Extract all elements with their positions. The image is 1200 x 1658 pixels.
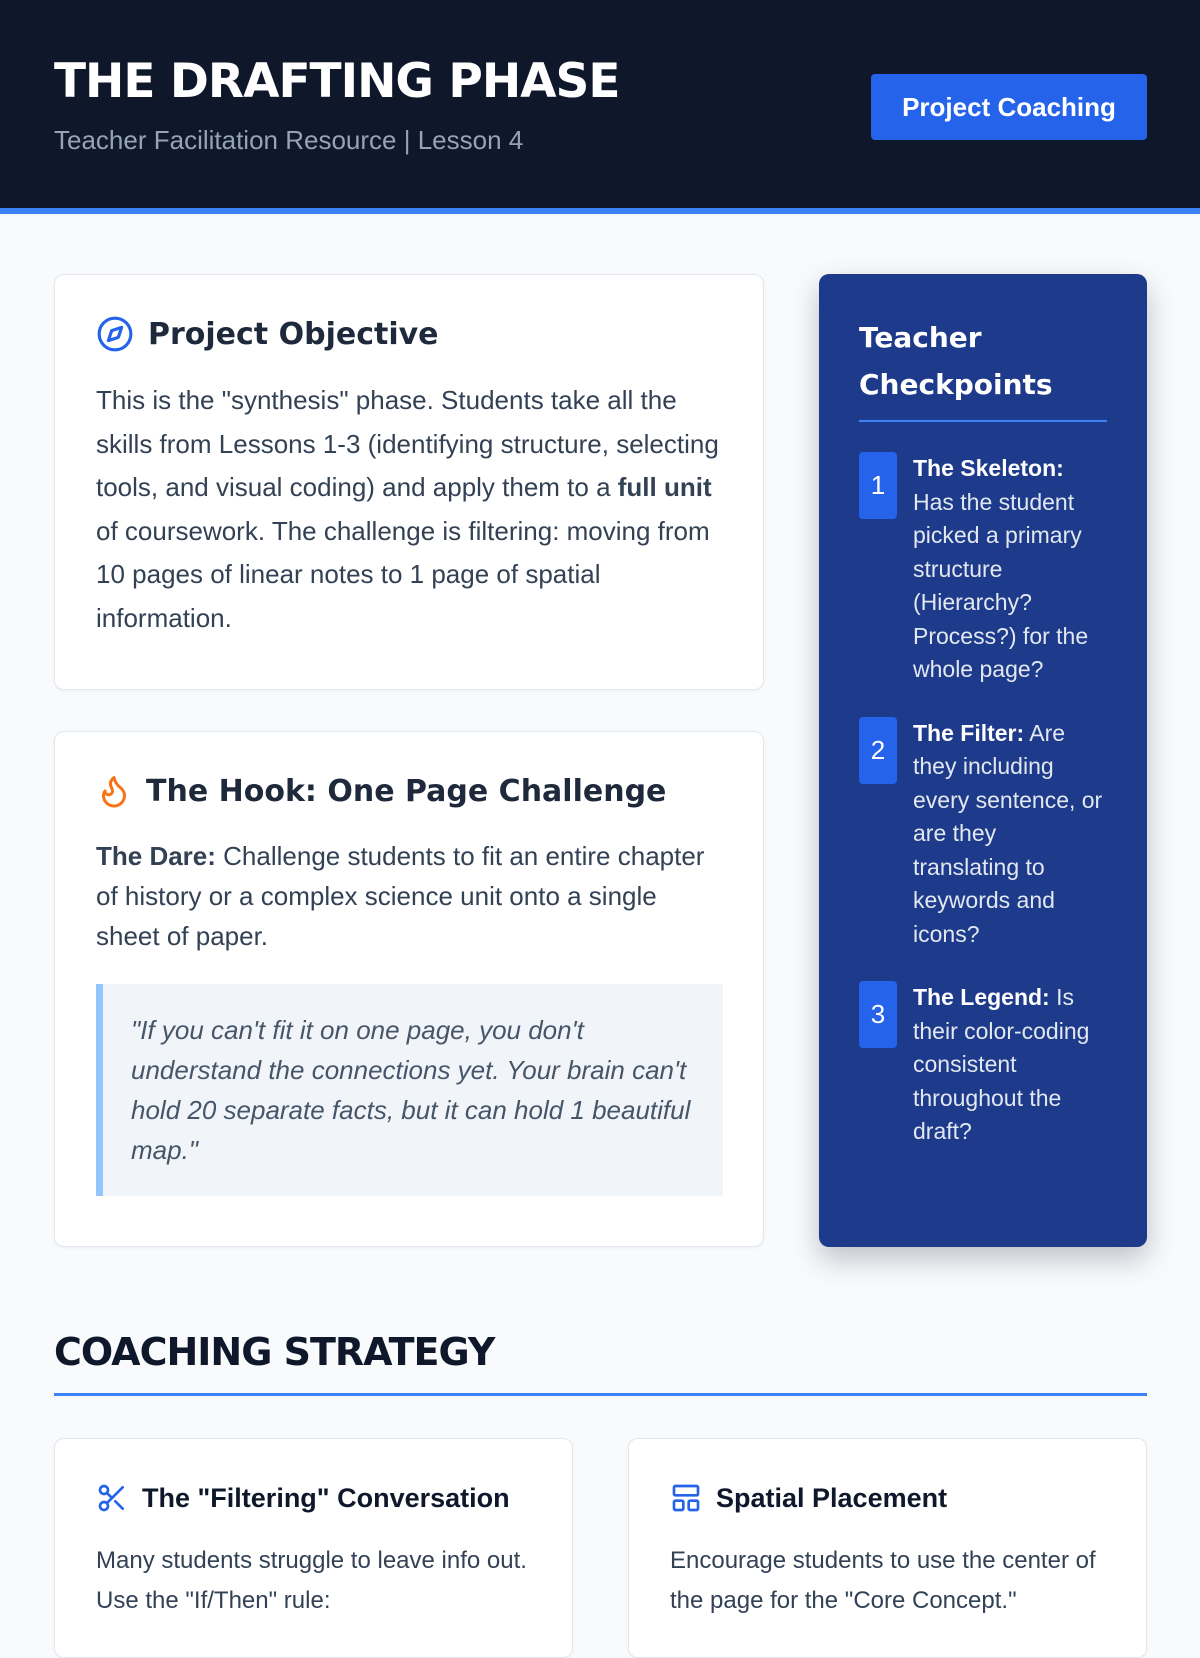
spatial-text: Encourage students to use the center of the page for the "Core Concept." xyxy=(670,1547,1096,1614)
full-unit-emphasis: full unit xyxy=(617,472,712,502)
filtering-heading xyxy=(96,1479,532,1517)
flame-icon xyxy=(96,772,132,810)
filtering-text: Many students struggle to leave info out. Use the "If/Then" rule: xyxy=(96,1547,527,1614)
spatial-placement-card xyxy=(628,1438,1147,1658)
checkpoint-text: The Legend: Is their color-coding consistent throughout the draft? xyxy=(913,984,1090,1144)
checkpoint-text: The Filter: Are they including every sentence, or are they translating to keywords and icons? xyxy=(913,719,1103,947)
checkpoint-item xyxy=(859,452,1107,687)
scissors-icon xyxy=(96,1482,128,1514)
layout-icon xyxy=(670,1482,702,1514)
hook-quote: "If you can't fit it on one page, you don't understand the connections yet. Your brain can't hold 20 separate facts, but it can hold 1 beautiful map." xyxy=(96,984,723,1196)
teacher-checkpoints-panel xyxy=(819,274,1147,1247)
hook-heading xyxy=(96,772,723,810)
project-objective-text: This is the "synthesis" phase. Students take all the skills from Lessons 1-3 (identifying structure, selecting tools, and visual coding) and apply them to a full unit of coursework. The challenge is filtering: moving from 10 pages of linear notes to 1 page of spatial information. xyxy=(96,385,719,633)
filtering-conversation-card xyxy=(54,1438,573,1658)
dare-label: The Dare: xyxy=(96,841,216,871)
hook-dare-text: The Dare: Challenge students to fit an entire chapter of history or a complex science unit onto a single sheet of paper. xyxy=(96,841,705,951)
hook-title: The Hook: One Page Challenge xyxy=(146,773,667,809)
compass-icon xyxy=(96,315,134,353)
checkpoint-number: 1 xyxy=(859,452,897,519)
filtering-title: The "Filtering" Conversation xyxy=(142,1482,510,1513)
coaching-strategy-heading: COACHING STRATEGY xyxy=(54,1330,495,1374)
checkpoint-number: 2 xyxy=(859,717,897,784)
checkpoints-title: Teacher Checkpoints xyxy=(859,314,1107,422)
checkpoint-number: 3 xyxy=(859,981,897,1048)
project-objective-card xyxy=(54,274,764,690)
section-divider xyxy=(54,1393,1147,1396)
spatial-heading xyxy=(670,1479,1106,1517)
checkpoint-text: The Skeleton: Has the student picked a primary structure (Hierarchy? Process?) for the whole page? xyxy=(913,455,1089,682)
checkpoint-item xyxy=(859,717,1107,952)
spatial-title: Spatial Placement xyxy=(716,1482,948,1513)
project-coaching-button[interactable]: Project Coaching xyxy=(871,74,1147,140)
page-subtitle: Teacher Facilitation Resource | Lesson 4 xyxy=(54,125,524,155)
hook-card xyxy=(54,731,764,1247)
project-objective-title: Project Objective xyxy=(148,316,439,352)
checkpoint-item xyxy=(859,981,1107,1149)
project-objective-heading xyxy=(96,315,723,353)
page-header xyxy=(0,0,1200,214)
page-title: THE DRAFTING PHASE xyxy=(54,54,620,109)
